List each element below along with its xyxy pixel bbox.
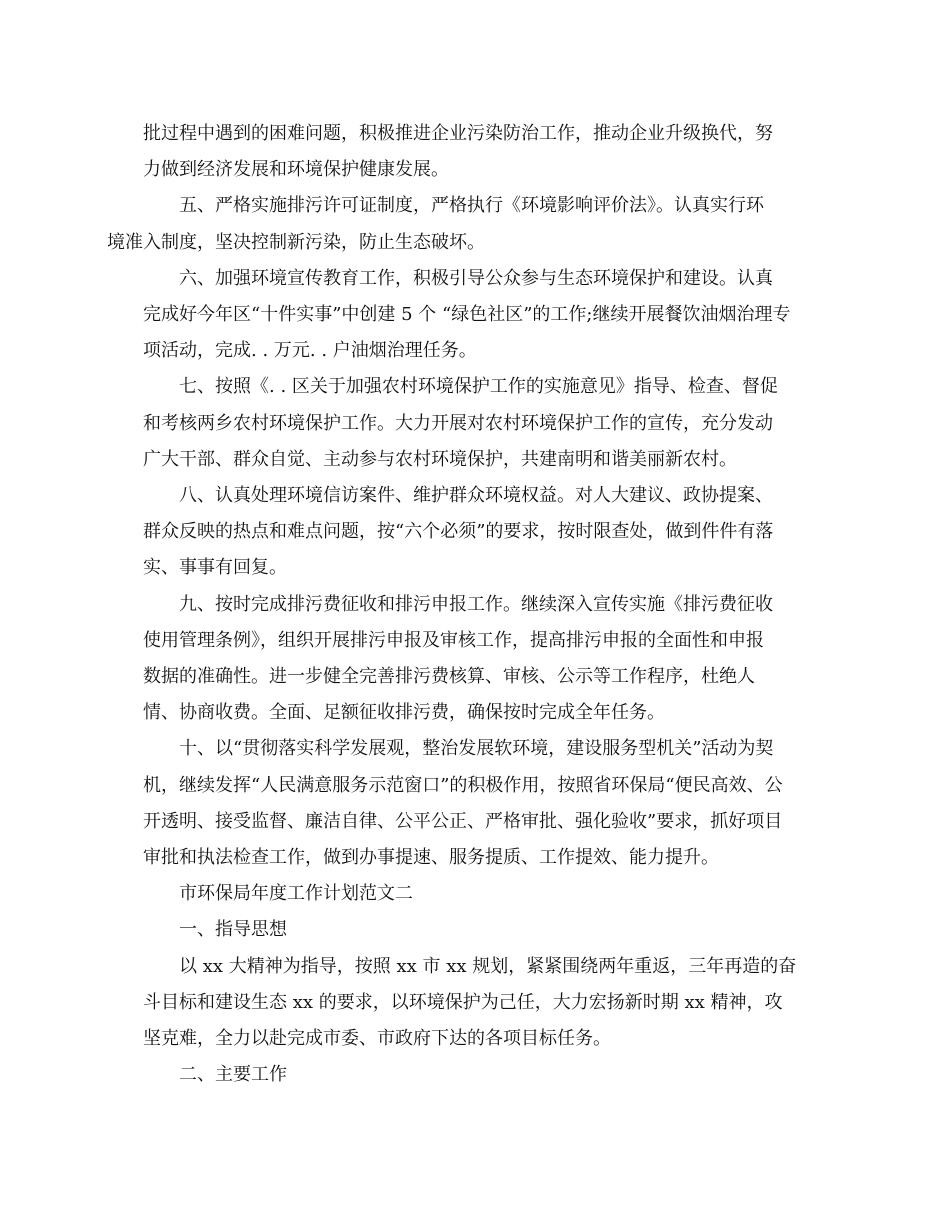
text-line: 实、事事有回复。	[143, 557, 287, 579]
text-line: 六、加强环境宣传教育工作，积极引导公众参与生态环境保护和建设。认真	[179, 267, 773, 289]
text-line: 情、协商收费。全面、足额征收排污费，确保按时完成全年任务。	[143, 702, 665, 724]
text-line: 开透明、接受监督、廉洁自律、公平公正、严格审批、强化验收”要求，抓好项目	[143, 810, 783, 832]
paragraph-item-6	[143, 261, 809, 370]
text-line: 广大干部、群众自觉、主动参与农村环境保护，共建南明和谐美丽新农村。	[143, 448, 737, 470]
text-line: 境准入制度，坚决控制新污染，防止生态破坏。	[107, 231, 485, 253]
text-line: 一、指导思想	[179, 919, 287, 941]
text-line: 九、按时完成排污费征收和排污申报工作。继续深入宣传实施《排污费征收	[179, 593, 773, 615]
text-line: 二、主要工作	[179, 1064, 287, 1086]
text-line: 和考核两乡农村环境保护工作。大力开展对农村环境保护工作的宣传，充分发动	[143, 412, 773, 434]
text-line: 审批和执法检查工作，做到办事提速、服务提质、工作提效、能力提升。	[143, 847, 719, 869]
paragraph-item-10	[143, 731, 809, 876]
text-line: 五、严格实施排污许可证制度，严格执行《环境影响评价法》。认真实行环	[179, 195, 764, 217]
paragraph-continuation	[143, 116, 809, 188]
text-line: 以 xx 大精神为指导，按照 xx 市 xx 规划，紧紧围绕两年重返，三年再造的奋	[179, 955, 797, 977]
text-line: 斗目标和建设生态 xx 的要求，以环境保护为己任，大力宏扬新时期 xx 精神，攻	[143, 991, 783, 1013]
paragraph-item-9	[143, 587, 809, 732]
text-line: 市环保局年度工作计划范文二	[179, 883, 413, 905]
document-body	[107, 116, 809, 1093]
paragraph-item-5	[107, 188, 809, 260]
text-line: 七、按照《. . 区关于加强农村环境保护工作的实施意见》指导、检查、督促	[179, 376, 778, 398]
text-line: 八、认真处理环境信访案件、维护群众环境权益。对人大建议、政协提案、	[179, 485, 773, 507]
text-line: 机，继续发挥“人民满意服务示范窗口”的积极作用，按照省环保局“便民高效、公	[143, 774, 783, 796]
text-line: 完成好今年区“十件实事”中创建 5 个 “绿色社区”的工作;继续开展餐饮油烟治理专	[143, 304, 791, 326]
text-line: 项活动，完成. . 万元. . 户油烟治理任务。	[143, 340, 477, 362]
paragraph-item-8	[143, 478, 809, 587]
text-line: 批过程中遇到的困难问题，积极推进企业污染防治工作，推动企业升级换代，努	[143, 123, 773, 144]
text-line: 群众反映的热点和难点问题，按“六个必须”的要求，按时限查处，做到件件有落	[143, 521, 774, 543]
heading-guiding-ideology	[143, 912, 809, 948]
text-line: 坚克难，全力以赴完成市委、市政府下达的各项目标任务。	[143, 1028, 611, 1050]
text-line: 使用管理条例》，组织开展排污申报及审核工作，提高排污申报的全面性和申报	[143, 629, 764, 651]
paragraph-guiding-ideology	[143, 949, 809, 1058]
text-line: 数据的准确性。进一步健全完善排污费核算、审核、公示等工作程序，杜绝人	[143, 666, 755, 688]
text-line: 十、以“贯彻落实科学发展观，整治发展软环境，建设服务型机关”活动为契	[179, 738, 774, 760]
paragraph-item-7	[143, 369, 809, 478]
heading-main-work	[143, 1057, 809, 1093]
section-title	[143, 876, 809, 912]
text-line: 力做到经济发展和环境保护健康发展。	[143, 159, 449, 181]
